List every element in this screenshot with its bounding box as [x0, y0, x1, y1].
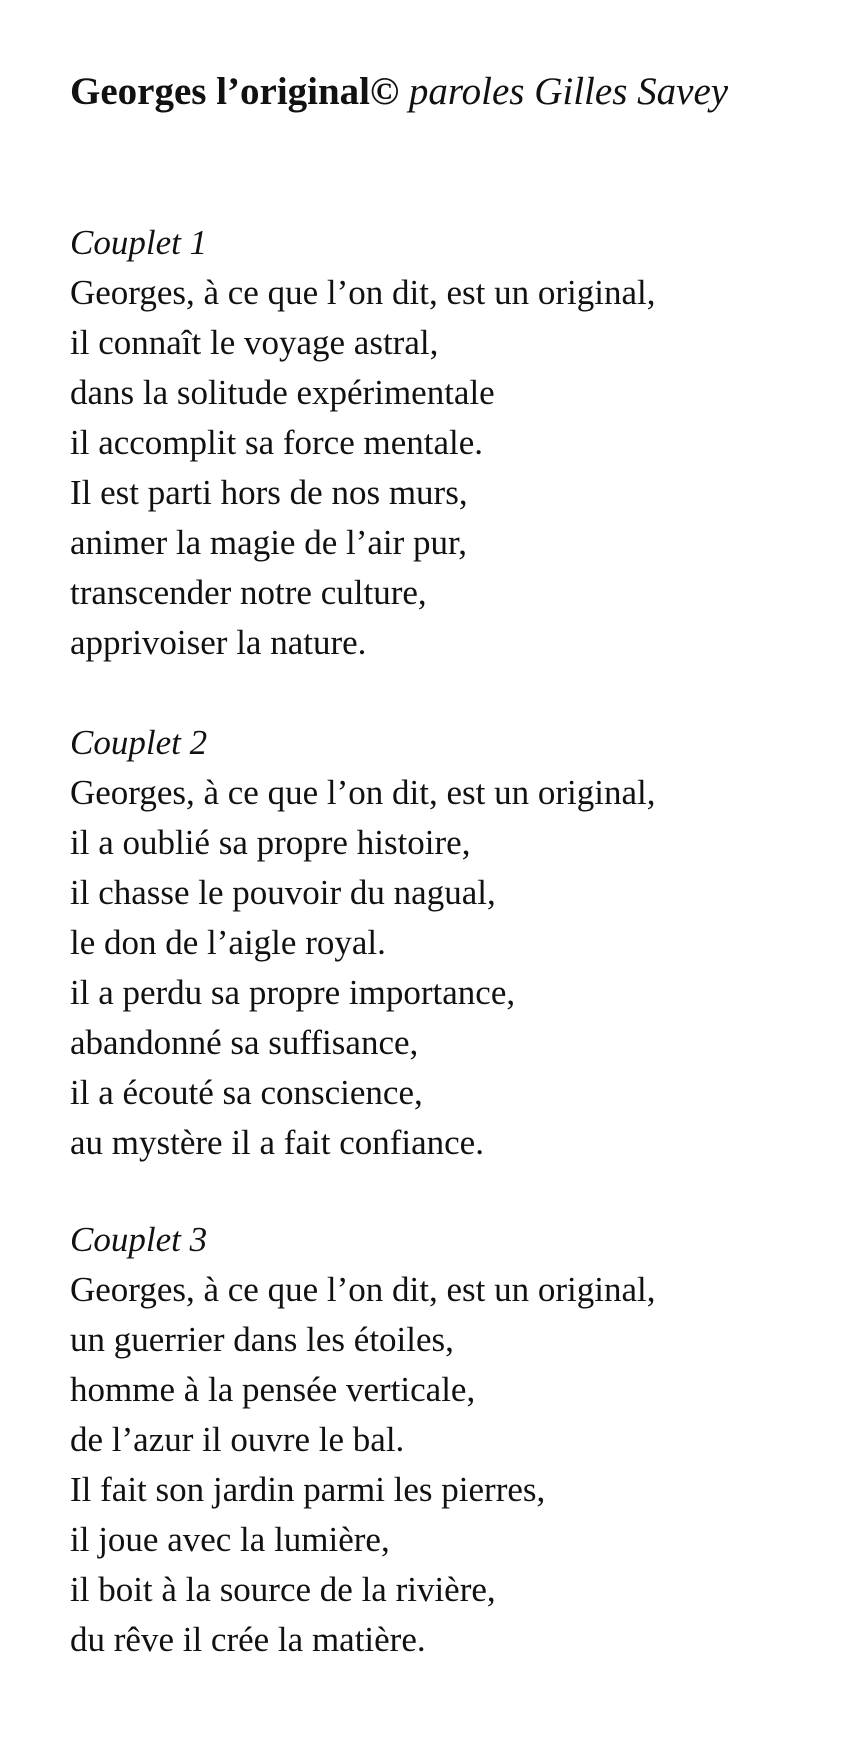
lyric-line: le don de l’aigle royal. [70, 923, 386, 962]
lyric-line: il joue avec la lumière, [70, 1520, 390, 1559]
couplet-2 [70, 718, 655, 1168]
lyric-line: un guerrier dans les étoiles, [70, 1320, 454, 1359]
lyric-line: abandonné sa suffisance, [70, 1023, 419, 1062]
lyric-line: il a oublié sa propre histoire, [70, 823, 471, 862]
lyric-line: il chasse le pouvoir du nagual, [70, 873, 496, 912]
lyric-line: Georges, à ce que l’on dit, est un original, [70, 773, 656, 812]
lyrics-page [70, 68, 810, 1659]
lyric-line: il boit à la source de la rivière, [70, 1570, 496, 1609]
couplet-1 [70, 218, 655, 668]
lyric-line: du rêve il crée la matière. [70, 1620, 426, 1659]
lyric-line: il a perdu sa propre importance, [70, 973, 516, 1012]
song-title: Georges l’original© [70, 70, 400, 113]
lyric-line: apprivoiser la nature. [70, 623, 367, 662]
lyric-line: Il fait son jardin parmi les pierres, [70, 1470, 546, 1509]
lyric-line: au mystère il a fait confiance. [70, 1123, 484, 1162]
couplet-3 [70, 1215, 655, 1665]
lyric-line: il connaît le voyage astral, [70, 323, 439, 362]
page-title [70, 68, 810, 116]
lyric-line: de l’azur il ouvre le bal. [70, 1420, 405, 1459]
lyric-line: il a écouté sa conscience, [70, 1073, 423, 1112]
lyric-line: il accomplit sa force mentale. [70, 423, 484, 462]
couplet-heading: Couplet 3 [70, 1220, 208, 1259]
lyrics-credit: paroles Gilles Savey [399, 70, 729, 113]
lyric-line: animer la magie de l’air pur, [70, 523, 468, 562]
lyric-line: Georges, à ce que l’on dit, est un original, [70, 273, 656, 312]
lyric-line: dans la solitude expérimentale [70, 373, 495, 412]
couplet-heading: Couplet 2 [70, 723, 208, 762]
lyric-line: Georges, à ce que l’on dit, est un original, [70, 1270, 656, 1309]
lyric-line: transcender notre culture, [70, 573, 427, 612]
lyric-line: homme à la pensée verticale, [70, 1370, 476, 1409]
couplet-heading: Couplet 1 [70, 223, 208, 262]
lyric-line: Il est parti hors de nos murs, [70, 473, 468, 512]
